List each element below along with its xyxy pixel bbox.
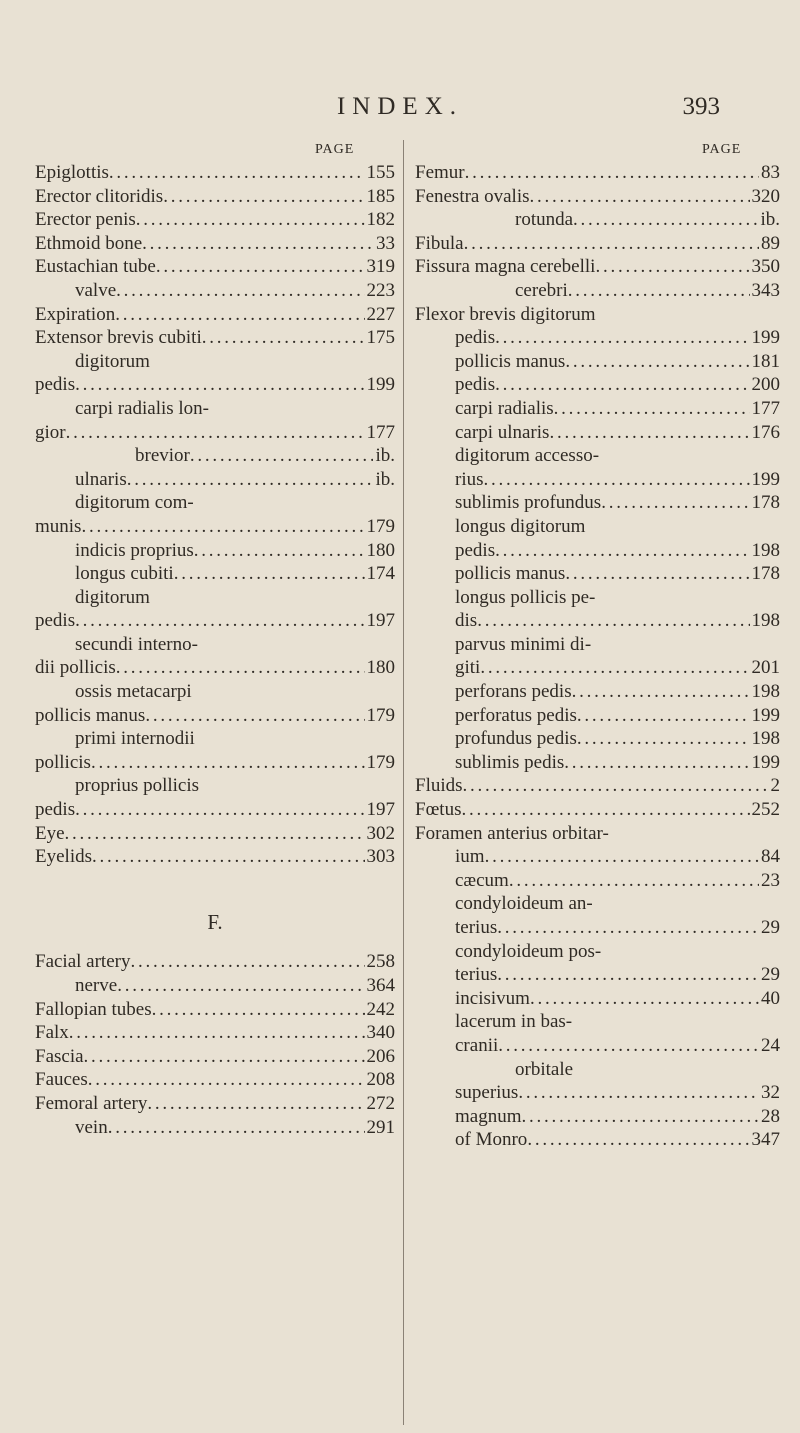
entry-term: lacerum in bas- [455,1011,573,1033]
entry-page: 242 [366,998,395,1020]
entry-term: digitorum accesso- [455,445,600,467]
entry-term: terius [455,917,498,938]
entry-term: carpi radialis lon- [75,397,210,419]
entry-term: condyloideum an- [455,893,593,915]
leader-dots [174,563,365,585]
entry-term: orbitale [515,1058,574,1080]
entry-term: proprius pollicis [75,775,200,797]
entry-term: Foramen anterius orbitar- [415,822,609,844]
entry-page: 199 [751,468,780,490]
entry-term: cæcum [455,869,509,891]
index-entry [35,1046,395,1070]
index-entry [415,610,780,634]
leader-dots [549,422,749,444]
entry-term: Femur [415,162,465,183]
leader-dots [497,917,759,939]
index-entry [35,705,395,729]
entry-term: carpi radialis [455,397,554,419]
entry-page: 175 [366,327,395,349]
leader-dots [577,705,750,727]
index-entry [415,516,780,540]
index-entry [35,516,395,540]
leader-dots [465,162,759,184]
entry-page: 291 [366,1116,395,1138]
index-entry [35,327,395,351]
entry-page: 343 [751,279,780,301]
index-entry [35,610,395,634]
left-entries-f [35,951,395,1140]
entry-term: dis [455,610,478,632]
leader-dots [601,492,749,514]
entry-term: pedis [35,610,76,632]
entry-page: 200 [751,374,780,396]
leader-dots [92,846,365,868]
entry-term: Fissura magna cerebelli [415,256,596,278]
index-entry [35,469,395,493]
entry-term: Eustachian tube [35,256,156,278]
entry-page: 199 [751,704,780,726]
column-divider [403,140,404,1425]
entry-page: 181 [751,350,780,372]
entry-term: giti [455,657,481,679]
index-entry [415,728,780,752]
entry-term: pedis [455,374,496,396]
leader-dots [477,610,749,632]
entry-term: secundi interno- [75,633,198,655]
left-entries [35,162,395,870]
entry-page: 178 [751,563,780,585]
index-entry [415,1082,780,1106]
index-entry [35,186,395,210]
leader-dots [568,280,750,302]
entry-page: 2 [770,775,780,797]
leader-dots [194,540,365,562]
index-entry [415,351,780,375]
index-entry [415,280,780,304]
index-entry [415,1059,780,1083]
entry-page: 319 [366,256,395,278]
entry-term: carpi ulnaris [455,421,550,443]
entry-term: digitorum [75,350,150,372]
right-page-label: PAGE [702,142,742,157]
leader-dots [84,1046,365,1068]
entry-page: 198 [751,610,780,632]
index-entry [35,209,395,233]
entry-page: 32 [761,1082,780,1104]
index-entry [415,775,780,799]
index-entry [415,823,780,847]
entry-term: primi internodii [75,728,195,750]
entry-page: ib. [375,445,395,467]
entry-term: incisivum [455,987,530,1009]
entry-page: 340 [366,1022,395,1044]
index-entry [35,634,395,658]
entry-term: profundus pedis [455,728,577,750]
leader-dots [527,1129,749,1151]
index-entry [35,492,395,516]
index-entry [35,233,395,257]
leader-dots [495,540,749,562]
entry-term: pollicis [35,751,91,773]
entry-term: digitorum [75,586,150,608]
index-entry [415,540,780,564]
index-entry [35,351,395,375]
index-entry [415,256,780,280]
leader-dots [88,1069,365,1091]
leader-dots [152,999,365,1021]
leader-dots [565,563,749,585]
leader-dots [115,304,364,326]
entry-page: 182 [366,209,395,231]
entry-page: 180 [366,657,395,679]
leader-dots [65,823,365,845]
entry-page: 176 [751,421,780,443]
entry-page: 174 [366,563,395,585]
leader-dots [108,1117,365,1139]
leader-dots [595,256,749,278]
leader-dots [565,351,749,373]
entry-page: 199 [751,751,780,773]
entry-page: 223 [366,279,395,301]
entry-page: 179 [366,515,395,537]
entry-term: condyloideum pos- [455,940,602,962]
leader-dots [116,280,364,302]
entry-term: dii pollicis [35,657,116,679]
entry-term: Falx [35,1022,69,1044]
leader-dots [190,445,374,467]
leader-dots [480,657,749,679]
entry-term: pollicis manus [455,563,566,585]
leader-dots [564,752,749,774]
entry-term: pollicis manus [455,350,566,372]
entry-term: rotunda [515,209,574,231]
right-column [415,162,780,1153]
entry-page: 84 [761,846,780,868]
index-entry [35,999,395,1023]
entry-term: of Monro [455,1129,528,1151]
entry-term: pollicis manus [35,704,146,726]
entry-page: 155 [366,162,395,183]
leader-dots [530,186,750,208]
entry-term: terius [455,964,498,986]
index-entry [35,280,395,304]
entry-term: Ethmoid bone [35,232,143,254]
index-entry [35,374,395,398]
index-entry [35,775,395,799]
right-entries [415,162,780,1153]
entry-term: Femoral artery [35,1092,148,1114]
entry-term: vein [75,1116,108,1138]
entry-page: 83 [761,162,780,183]
entry-term: nerve [75,975,118,996]
leader-dots [75,799,364,821]
entry-term: rius [455,468,484,490]
leader-dots [522,1106,760,1128]
leader-dots [81,516,364,538]
entry-term: Facial artery [35,951,131,973]
entry-page: 29 [761,964,780,986]
entry-term: Fauces [35,1069,88,1091]
entry-page: 40 [761,987,780,1009]
index-entry [35,563,395,587]
leader-dots [116,657,365,679]
leader-dots [498,1035,759,1057]
entry-page: 197 [366,799,395,821]
index-entry [35,823,395,847]
entry-term: Fascia [35,1045,84,1067]
entry-page: 303 [366,846,395,868]
entry-term: ulnaris [75,468,127,490]
index-entry [35,1093,395,1117]
leader-dots [66,422,365,444]
entry-page: 198 [751,681,780,703]
entry-term: Fallopian tubes [35,998,152,1020]
entry-page: 320 [751,185,780,207]
entry-term: indicis proprius [75,539,194,561]
entry-term: superius [455,1082,519,1104]
index-entry [35,1069,395,1093]
leader-dots [91,752,365,774]
leader-dots [572,681,750,703]
entry-term: Fluids [415,775,463,797]
entry-term: magnum [455,1105,522,1127]
index-entry [35,587,395,611]
entry-term: valve [75,279,117,301]
entry-page: 179 [366,751,395,773]
entry-term: longus digitorum [455,515,586,537]
leader-dots [495,327,749,349]
leader-dots [463,775,769,797]
entry-term: Erector penis [35,209,136,231]
leader-dots [156,256,365,278]
entry-term: ossis metacarpi [75,681,192,703]
entry-page: 198 [751,539,780,561]
index-entry [415,752,780,776]
entry-page: 201 [751,657,780,679]
entry-term: brevior [135,445,190,467]
leader-dots [163,186,364,208]
entry-page: 178 [751,492,780,514]
entry-term: pedis [35,374,76,396]
leader-dots [518,1082,759,1104]
index-entry [415,657,780,681]
leader-dots [75,374,364,396]
entry-term: Fenestra ovalis [415,185,530,207]
index-entry [415,941,780,965]
index-entry [35,256,395,280]
page-number: 393 [682,93,720,120]
entry-term: Extensor brevis cubiti [35,327,202,349]
index-entry [415,964,780,988]
entry-page: 227 [366,303,395,325]
index-entry [415,422,780,446]
entry-page: 89 [761,232,780,254]
entry-page: 199 [366,374,395,396]
leader-dots [495,374,749,396]
index-entry [35,445,395,469]
leader-dots [130,951,364,973]
left-column [35,162,395,1140]
entry-page: 185 [366,185,395,207]
entry-page: 199 [751,327,780,349]
index-entry [415,846,780,870]
leader-dots [109,162,365,184]
index-title: INDEX. [336,93,463,120]
entry-page: ib. [760,209,780,231]
entry-page: ib. [375,468,395,490]
index-entry [415,1106,780,1130]
leader-dots [554,398,750,420]
leader-dots [530,988,759,1010]
index-entry [35,1117,395,1141]
index-entry [415,681,780,705]
index-entry [415,634,780,658]
entry-term: longus pollicis pe- [455,586,596,608]
leader-dots [461,799,749,821]
leader-dots [75,610,364,632]
index-entry [415,304,780,328]
index-entry [35,398,395,422]
index-entry [35,1022,395,1046]
index-entry [35,304,395,328]
index-entry [415,327,780,351]
index-entry [415,1011,780,1035]
entry-page: 33 [376,232,395,254]
entry-term: cranii [455,1034,499,1056]
entry-page: 177 [366,421,395,443]
entry-term: pedis [35,799,76,821]
entry-term: parvus minimi di- [455,633,592,655]
index-entry [415,799,780,823]
index-entry [415,1129,780,1153]
entry-page: 23 [761,869,780,891]
index-entry [415,374,780,398]
entry-term: sublimis pedis [455,751,565,773]
index-entry [415,1035,780,1059]
leader-dots [145,705,364,727]
entry-term: sublimis profundus [455,492,602,514]
entry-term: digitorum com- [75,492,194,514]
leader-dots [573,209,758,231]
index-entry [415,233,780,257]
entry-term: cerebri [515,279,568,301]
entry-term: Erector clitoridis [35,185,164,207]
entry-page: 258 [366,951,395,973]
index-entry [415,469,780,493]
leader-dots [577,728,750,750]
entry-term: ium [455,846,485,868]
entry-page: 208 [366,1069,395,1091]
entry-term: Expiration [35,303,116,325]
entry-term: Fibula [415,232,464,254]
index-entry [415,705,780,729]
entry-page: 179 [366,704,395,726]
index-entry [35,657,395,681]
index-entry [35,951,395,975]
index-entry [415,893,780,917]
index-entry [35,799,395,823]
entry-page: 197 [366,610,395,632]
entry-page: 24 [761,1034,780,1056]
index-entry [35,162,395,186]
leader-dots [117,975,364,997]
leader-dots [142,233,374,255]
entry-term: pedis [455,539,496,561]
index-entry [415,162,780,186]
index-entry [415,870,780,894]
index-entry [415,445,780,469]
entry-term: munis [35,515,82,537]
index-entry [35,540,395,564]
entry-term: Eyelids [35,846,92,868]
entry-page: 364 [366,975,395,996]
index-entry [35,846,395,870]
entry-page: 29 [761,917,780,938]
index-entry [415,398,780,422]
left-page-label: PAGE [315,142,355,157]
index-entry [415,186,780,210]
leader-dots [497,964,759,986]
leader-dots [509,870,759,892]
leader-dots [127,469,374,491]
index-entry [35,752,395,776]
entry-page: 350 [751,256,780,278]
entry-term: pedis [455,327,496,349]
entry-page: 206 [366,1045,395,1067]
entry-page: 272 [366,1092,395,1114]
index-entry [35,422,395,446]
entry-page: 177 [751,397,780,419]
entry-page: 347 [751,1129,780,1151]
entry-page: 302 [366,822,395,844]
entry-term: Fœtus [415,799,462,821]
section-letter: F. [207,910,223,935]
index-entry [415,209,780,233]
index-entry [415,917,780,941]
index-entry [415,563,780,587]
leader-dots [484,469,750,491]
leader-dots [202,327,365,349]
index-entry [415,587,780,611]
entry-term: Epiglottis [35,162,109,183]
entry-page: 28 [761,1105,780,1127]
index-entry [415,492,780,516]
entry-term: longus cubiti [75,563,174,585]
entry-page: 252 [751,799,780,821]
entry-page: 198 [751,728,780,750]
entry-term: Eye [35,822,65,844]
entry-term: perforatus pedis [455,704,577,726]
index-entry [35,681,395,705]
leader-dots [485,846,759,868]
leader-dots [69,1022,365,1044]
entry-page: 180 [366,539,395,561]
leader-dots [464,233,759,255]
index-entry [35,728,395,752]
entry-term: Flexor brevis digitorum [415,303,596,325]
entry-term: gior [35,421,66,443]
index-entry [35,975,395,999]
leader-dots [147,1093,364,1115]
leader-dots [136,209,365,231]
entry-term: perforans pedis [455,681,572,703]
index-entry [415,988,780,1012]
